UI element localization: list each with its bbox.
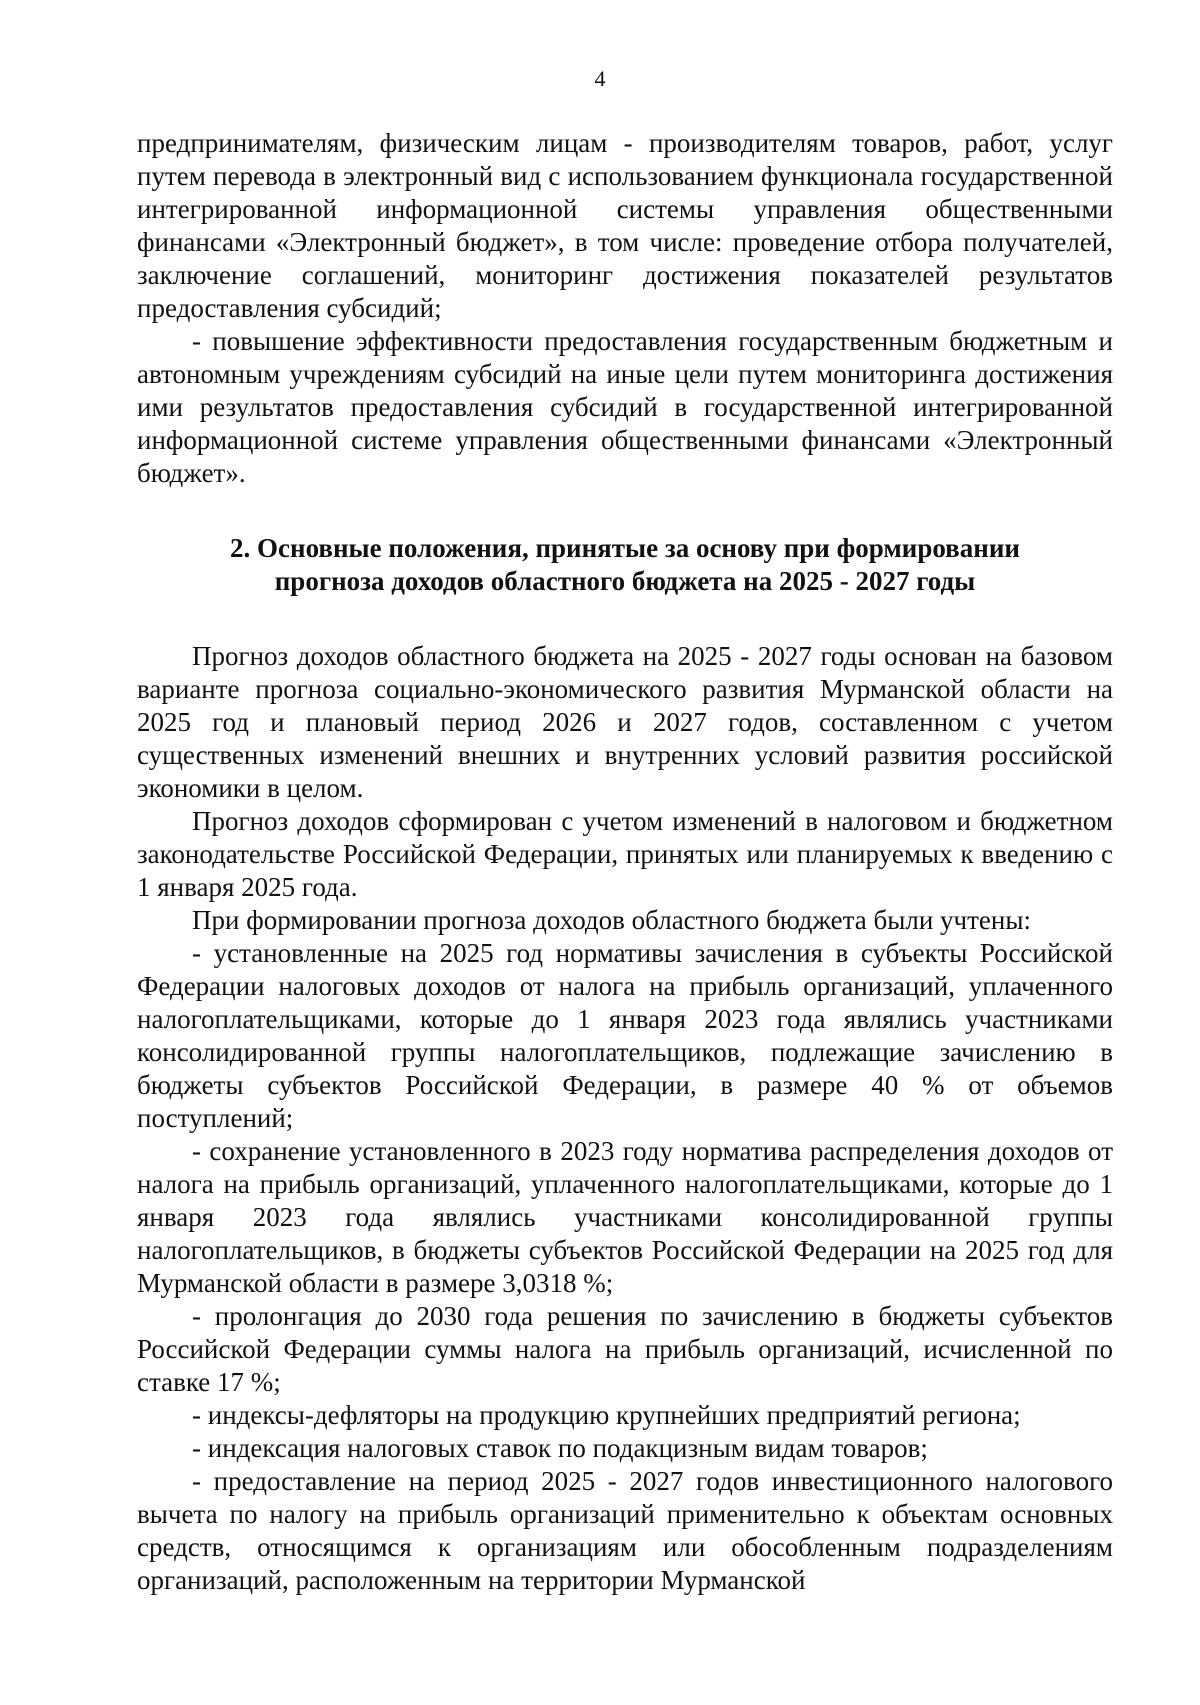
list-item: - установленные на 2025 год нормативы зачисления в субъекты Российской Федерации налоговых доходов от налога на прибыль организаций, уплаченного налогоплательщиками, которые до 1 января 2023 года являлись участниками консолидированной группы налогоплательщиков, подлежащие зачислению в бюджеты субъектов Российской Федерации, в размере 40 % от объемов поступлений; bbox=[137, 938, 1113, 1133]
list-item: - сохранение установленного в 2023 году норматива распределения доходов от налога на прибыль организаций, уплаченного налогоплательщиками, которые до 1 января 2023 года являлись участниками консолидированной группы налогоплательщиков, в бюджеты субъектов Российской Федерации на 2025 год для Мурманской области в размере 3,0318 %; bbox=[137, 1136, 1113, 1298]
section-heading-line-1: 2. Основные положения, принятые за основу при формировании bbox=[230, 533, 1020, 563]
section-heading-line-2: прогноза доходов областного бюджета на 2025 - 2027 годы bbox=[274, 566, 976, 596]
intro-paragraph: предпринимателям, физическим лицам - производителям товаров, работ, услуг путем перевода в электронный вид с использованием функционала государственной интегрированной информационной системы управления общественными финансами «Электронный бюджет», в том числе: проведение отбора получателей, заключение соглашений, мониторинг достижения показателей результатов предоставления субсидий; bbox=[137, 128, 1113, 323]
section-heading bbox=[137, 532, 1113, 598]
list-item: - индексы-дефляторы на продукцию крупнейших предприятий региона; bbox=[192, 1400, 1021, 1430]
document-body bbox=[137, 127, 1113, 1597]
list-item: - индексация налоговых ставок по подакцизным видам товаров; bbox=[192, 1433, 928, 1463]
page-number: 4 bbox=[594, 66, 606, 91]
list-item: - пролонгация до 2030 года решения по зачислению в бюджеты субъектов Российской Федерации суммы налога на прибыль организаций, исчисленной по ставке 17 %; bbox=[137, 1301, 1113, 1397]
list-item: - предоставление на период 2025 - 2027 годов инвестиционного налогового вычета по налогу на прибыль организаций применительно к объектам основных средств, относящимся к организациям или обособленным подразделениям организаций, расположенным на территории Мурманской bbox=[137, 1466, 1113, 1595]
section-paragraph: При формировании прогноза доходов областного бюджета были учтены: bbox=[192, 905, 1031, 935]
section-paragraph: Прогноз доходов сформирован с учетом изменений в налоговом и бюджетном законодательстве Российской Федерации, принятых или планируемых к введению с 1 января 2025 года. bbox=[137, 806, 1113, 902]
intro-list-item: - повышение эффективности предоставления государственным бюджетным и автономным учреждениям субсидий на иные цели путем мониторинга достижения ими результатов предоставления субсидий в государственной интегрированной информационной системе управления общественными финансами «Электронный бюджет». bbox=[137, 326, 1113, 488]
section-paragraph: Прогноз доходов областного бюджета на 2025 - 2027 годы основан на базовом варианте прогноза социально-экономического развития Мурманской области на 2025 год и плановый период 2026 и 2027 годов, составленном с учетом существенных изменений внешних и внутренних условий развития российской экономики в целом. bbox=[137, 641, 1113, 803]
